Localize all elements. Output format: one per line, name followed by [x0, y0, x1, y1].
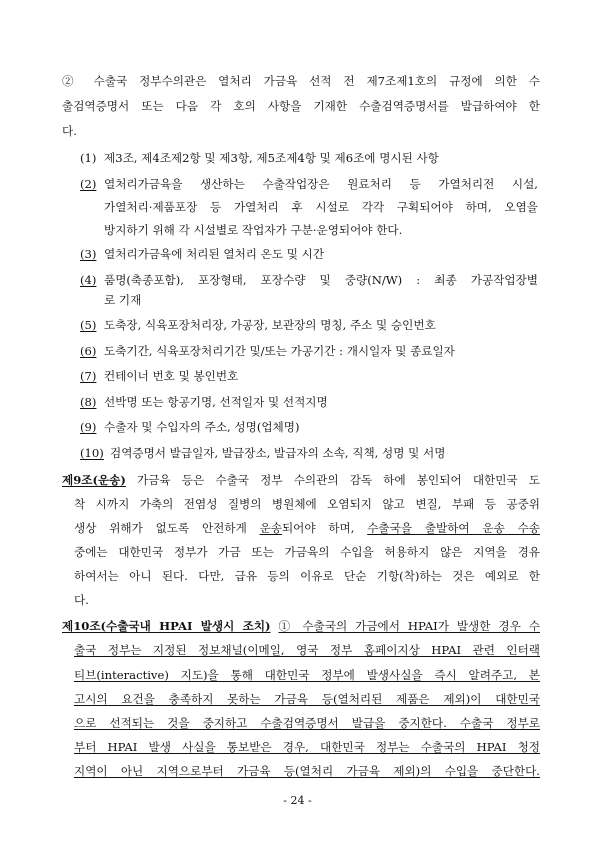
article-9-line3-a: 생상 위해가 없도록 안전하게: [74, 521, 260, 535]
article-9-line6: 다.: [74, 593, 89, 607]
item-4-line2: 로 기재: [104, 293, 142, 307]
item-5-number: (5): [80, 318, 97, 332]
item-2-number: (2): [80, 177, 97, 191]
article-10-line6: 부터 HPAI 발생 사실을 통보받은 경우, 대한민국 정부는 수출국의 HPAI 청정: [74, 740, 540, 754]
item-1-number: (1): [80, 151, 97, 165]
item-10-text: 검역증명서 발급일자, 발급장소, 발급자의 소속, 직책, 성명 및 서명: [110, 446, 446, 460]
page-number: - 24 -: [283, 794, 312, 807]
article-10-line7: 지역이 아닌 지역으로부터 가금육 등(열처리 가금육 제외)의 수입을 중단한다.: [74, 764, 540, 778]
para2-line3: 다.: [62, 124, 77, 138]
article-9-line5: 하여서는 아니 된다. 다만, 급유 등의 이유로 단순 기항(착)하는 것은 예외로 한: [74, 569, 540, 583]
article-9-title: 제9조(운송): [62, 473, 126, 487]
para2-line2: 출검역증명서 또는 다음 각 호의 사항을 기재한 수출검역증명서를 발급하여야 한: [62, 99, 540, 113]
article-10-line5: 으로 선적되는 것을 중지하고 수출검역증명서 발급을 중지한다. 수출국 정부로: [74, 716, 540, 730]
article-10-line2: 출국 정부는 지정된 정보채널(이메일, 영국 정부 홈페이지상 HPAI 관련 인터랙: [74, 643, 540, 657]
item-2-line2: 가열처리·제품포장 등 가열처리 후 시설로 각각 구획되어야 하며, 오염을: [104, 200, 538, 214]
article-10-line1: [62, 619, 540, 634]
item-5-text: 도축장, 식육포장처리장, 가공장, 보관장의 명칭, 주소 및 승인번호: [104, 318, 436, 332]
item-4-line1: 품명(축종포함), 포장형태, 포장수량 및 중량(N/W) : 최종 가공작업장별: [104, 273, 538, 287]
article-9-line1-text: 가금육 등은 수출국 정부 수의관의 감독 하에 봉인되어 대한민국 도: [125, 473, 540, 487]
article-9-line2: 착 시까지 가축의 전염성 질병의 병원체에 오염되지 않고 변질, 부패 등 공중위: [74, 497, 540, 511]
item-1-text: 제3조, 제4조제2항 및 제3항, 제5조제4항 및 제6조에 명시된 사항: [104, 151, 439, 165]
article-10-line4: 고시의 요건을 충족하지 못하는 가금육 등(열처리된 제품은 제외)이 대한민국: [74, 692, 540, 706]
para2-line1: ② 수출국 정부수의관은 열처리 가금육 선적 전 제7조제1호의 규정에 의한 수: [62, 74, 540, 88]
item-9-text: 수출자 및 수입자의 주소, 성명(업체명): [104, 420, 300, 434]
item-6-text: 도축기간, 식육포장처리기간 및/또는 가공기간 : 개시일자 및 종료일자: [104, 344, 455, 358]
article-9-underline-1: 운송: [259, 521, 282, 535]
item-9-number: (9): [80, 420, 97, 434]
item-6-number: (6): [80, 344, 97, 358]
item-2-line1: 열처리가금육을 생산하는 수출작업장은 원료처리 등 가열처리전 시설,: [104, 177, 538, 191]
item-4-number: (4): [80, 273, 97, 287]
article-10-line3: 티브(interactive) 지도)을 통해 대한민국 정부에 발생사실을 즉시 알려주고, 본: [74, 668, 540, 682]
item-7-number: (7): [80, 369, 97, 383]
article-9-line3: [74, 521, 540, 536]
item-3-number: (3): [80, 247, 97, 261]
article-9-line1: [62, 473, 540, 488]
item-8-text: 선박명 또는 항공기명, 선적일자 및 선적지명: [104, 395, 328, 409]
item-10-number: (10): [80, 446, 104, 460]
article-10-title: 제10조(수출국내 HPAI 발생시 조치): [62, 619, 271, 633]
item-7-text: 컨테이너 번호 및 봉인번호: [104, 369, 239, 383]
article-9-underline-2: 수출국을 출발하여 운송 수송: [367, 521, 540, 535]
article-10-line1-text: ① 수출국의 가금에서 HPAI가 발생한 경우 수: [278, 619, 540, 633]
article-9-line3-b: 되어야 하며,: [281, 521, 368, 535]
item-3-text: 열처리가금육에 처리된 열처리 온도 및 시간: [104, 247, 325, 261]
article-9-line4: 중에는 대한민국 정부가 가금 또는 가금육의 수입을 허용하지 않은 지역을 경유: [74, 545, 540, 559]
item-8-number: (8): [80, 395, 97, 409]
item-2-line3: 방지하기 위해 각 시설별로 작업자가 구분·운영되어야 한다.: [104, 223, 403, 237]
